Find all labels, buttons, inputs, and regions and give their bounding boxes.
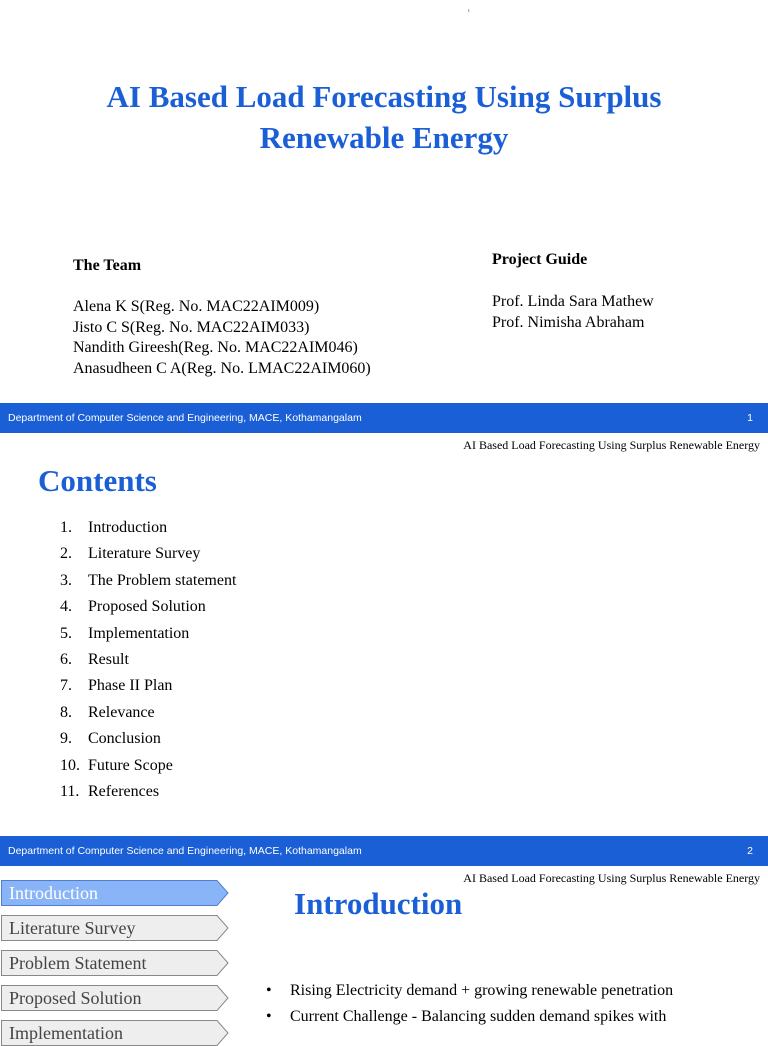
item-label: References [88, 782, 160, 800]
footer-text: Department of Computer Science and Engineering, MACE, Kothamangalam [8, 845, 362, 857]
item-number: 4. [60, 598, 72, 616]
guide-name: Prof. Nimisha Abraham [492, 313, 645, 331]
item-label: Proposed Solution [88, 598, 206, 616]
guide-list [492, 292, 654, 333]
nav-implementation[interactable] [1, 1020, 228, 1046]
item-label: Introduction [88, 519, 168, 536]
guide-name: Prof. Linda Sara Mathew [492, 293, 654, 310]
item-label: Implementation [88, 624, 190, 642]
item-number: 3. [60, 571, 72, 589]
nav-introduction[interactable] [1, 880, 228, 906]
footer-text: Department of Computer Science and Engineering, MACE, Kothamangalam [8, 412, 362, 424]
guide-heading: Project Guide [492, 251, 588, 268]
contents-item [60, 625, 236, 651]
bullet-item: • Rising Electricity demand + growing renewable penetration [266, 982, 673, 1008]
item-label: Future Scope [88, 756, 173, 774]
item-number: 9. [60, 730, 72, 748]
item-number: 8. [60, 703, 72, 721]
item-number: 1. [60, 519, 72, 536]
item-label: Literature Survey [88, 545, 201, 563]
title-slide [0, 0, 768, 433]
contents-list [60, 519, 236, 809]
nav-label: Implementation [9, 1023, 123, 1043]
page-number: 2 [747, 845, 753, 857]
title-line-1: AI Based Load Forecasting Using Surplus [106, 79, 662, 114]
bullet-item: • Current Challenge - Balancing sudden demand spikes with [266, 1008, 673, 1034]
item-number: 6. [60, 650, 72, 668]
contents-slide [0, 433, 768, 866]
item-number: 10. [60, 756, 80, 774]
contents-title: Contents [38, 463, 157, 498]
team-member: Jisto C S(Reg. No. MAC22AIM033) [73, 318, 310, 336]
slide-header: AI Based Load Forecasting Using Surplus Renewable Energy [463, 871, 760, 885]
contents-item [60, 783, 236, 809]
slide-footer [0, 403, 768, 433]
nav-literature-survey[interactable] [1, 915, 228, 941]
team-heading: The Team [73, 257, 142, 274]
nav-problem-statement[interactable] [1, 950, 228, 976]
contents-item [60, 651, 236, 677]
item-number: 2. [60, 545, 72, 563]
nav-label: Problem Statement [9, 953, 147, 973]
contents-item [60, 572, 236, 598]
team-member: Alena K S(Reg. No. MAC22AIM009) [73, 298, 320, 315]
contents-item [60, 704, 236, 730]
slide-mark: ı [468, 8, 470, 14]
bullet-list [266, 982, 673, 1034]
item-number: 11. [60, 782, 80, 800]
contents-item [60, 519, 236, 545]
item-label: Result [88, 650, 129, 668]
contents-item [60, 730, 236, 756]
item-number: 5. [60, 624, 72, 642]
item-label: Conclusion [88, 730, 161, 748]
slide-header: AI Based Load Forecasting Using Surplus Renewable Energy [463, 438, 760, 452]
introduction-title: Introduction [294, 886, 463, 921]
page-number: 1 [747, 412, 753, 424]
introduction-slide [0, 866, 768, 1043]
nav-label: Introduction [9, 883, 98, 903]
presentation-title [0, 76, 768, 158]
item-label: Phase II Plan [88, 677, 173, 695]
contents-item [60, 757, 236, 783]
item-label: Relevance [88, 703, 155, 721]
team-member: Anasudheen C A(Reg. No. LMAC22AIM060) [73, 359, 371, 377]
contents-item [60, 545, 236, 571]
title-line-2: Renewable Energy [259, 120, 509, 155]
contents-item [60, 598, 236, 624]
nav-proposed-solution[interactable] [1, 985, 228, 1011]
nav-label: Literature Survey [9, 918, 136, 938]
team-member: Nandith Gireesh(Reg. No. MAC22AIM046) [73, 339, 358, 357]
item-label: The Problem statement [88, 571, 237, 589]
nav-label: Proposed Solution [9, 988, 142, 1008]
slide-footer [0, 836, 768, 866]
team-list [73, 297, 371, 379]
item-number: 7. [60, 677, 72, 695]
contents-item [60, 677, 236, 703]
